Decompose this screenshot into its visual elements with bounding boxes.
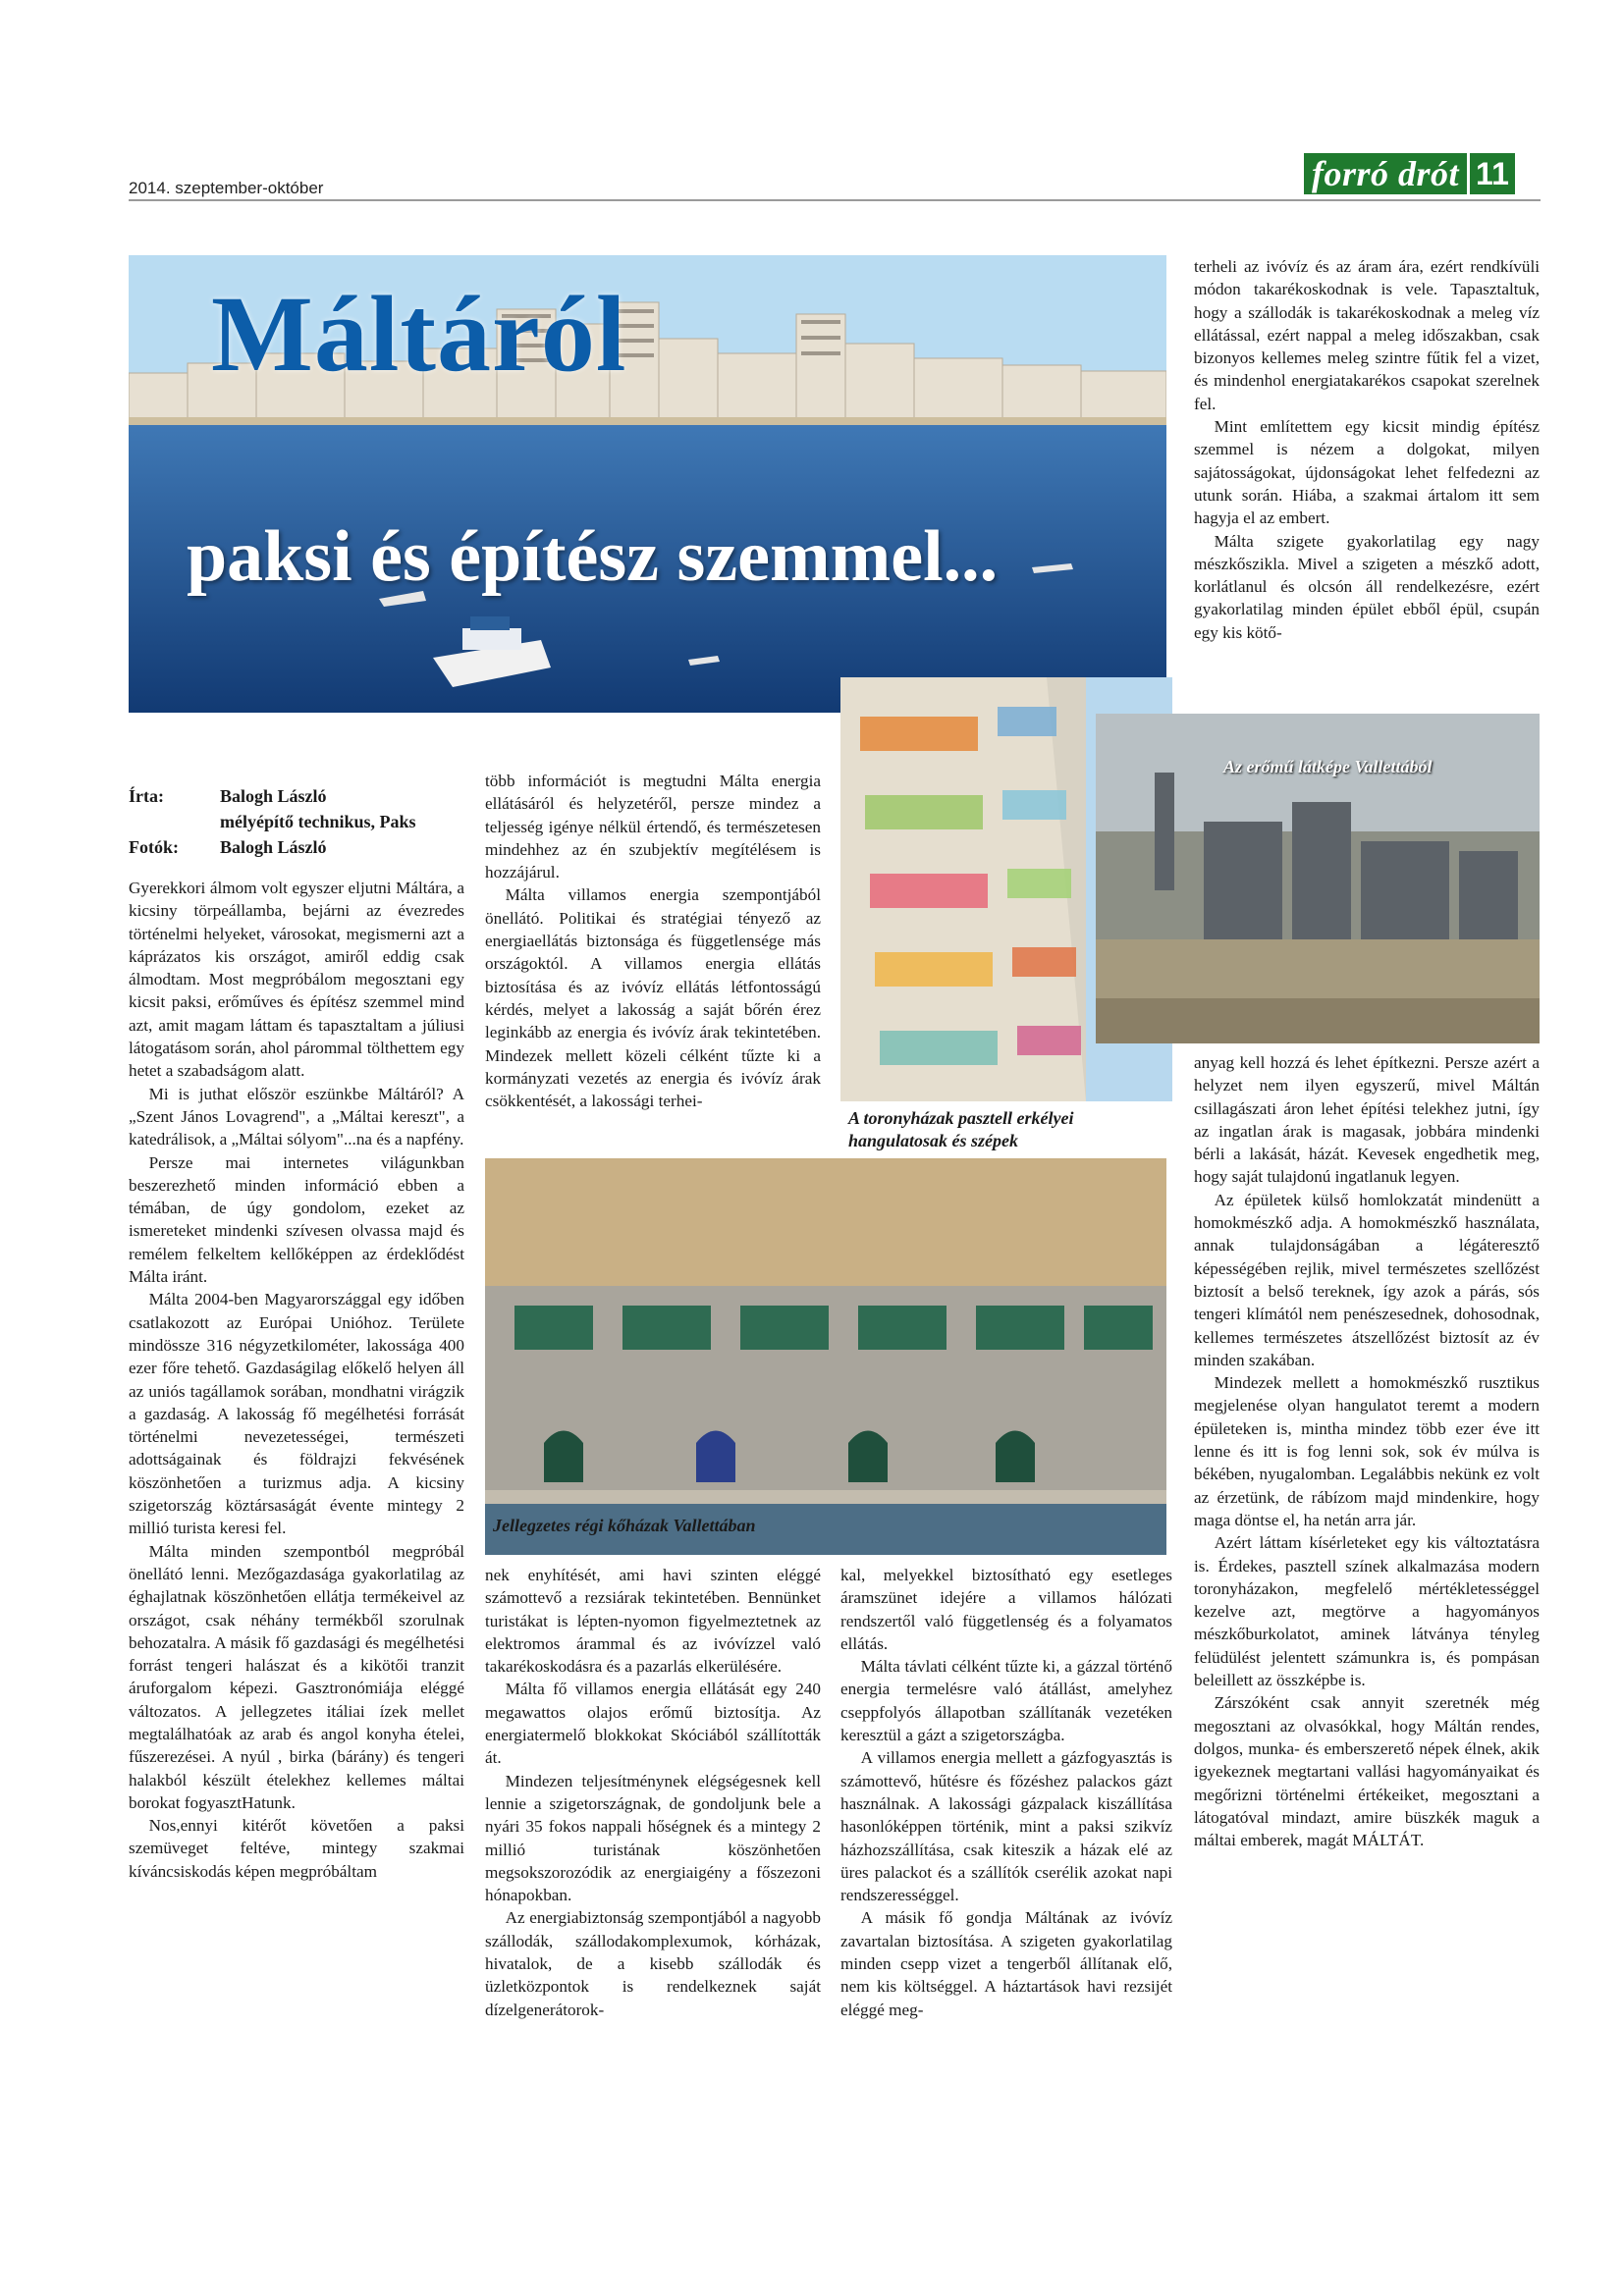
paragraph: Málta távlati célként tűzte ki, a gázzal történő energia termelésre való átállást, amelyhez cseppfolyós állapotban szállítanák vezetéken keresztül a gázt a szigetországba. [840, 1657, 1172, 1745]
paragraph: Mindezen teljesítménynek elégségesnek kell lennie a szigetországnak, de gondoljunk bele a nyári 35 fokos nappali hőségnek és a mintegy 2 millió turistának köszönhetően megsokszorozódik az energiaigény a főszezoni hónapokban. [485, 1771, 821, 1905]
paragraph: anyag kell hozzá és lehet építkezni. Persze azért a helyzet nem ilyen egyszerű, mivel Máltán csillagászati áron lehet építési telekhez jutni, így az ingatlan árak is magasak, jobbára mindenki bérli a lakását, házát. Kevesek engedhetik meg, hogy saját tulajdonú ingatlanuk legyen. [1194, 1053, 1540, 1187]
column-1 [129, 877, 464, 1883]
paragraph: Málta fő villamos energia ellátását egy 240 megawattos olajos erőmű biztosítja. Az energiatermelő blokkokat Skóciából szállították át. [485, 1680, 821, 1768]
paragraph: nek enyhítését, ami havi szinten eléggé számottevő a rezsiárak tekintetében. Bennünket turistákat is lépten-nyomon figyelmeztetnek az elektromos árammal és az ivóvízzel való takarékoskodásra és a pazarlás elkerülésére. [485, 1566, 821, 1677]
paragraph: kal, melyekkel biztosítható egy esetleges áramszünet idejére a villamos hálózati rendszertől való függetlenség és a folyamatos ellátás. [840, 1566, 1172, 1653]
paragraph: Persze mai internetes világunkban beszerezhető minden információ ebben a témában, de úgy gondolom, ezeket az ismereteket mindenki szívesen olvassa majd és remélem felkeltem kellőképpen az érdeklődést Málta iránt. [129, 1152, 464, 1287]
column-2-bottom [485, 1564, 821, 2021]
paragraph: Málta szigete gyakorlatilag egy nagy mészkőszikla. Mivel a szigeten a mészkő adott, korlátlanul és olcsón áll rendelkezésre, ezért gyakorlatilag minden épület ebből épül, csupán egy kis kötő- [1194, 531, 1540, 642]
byline [129, 783, 462, 860]
article-title: Máltáról [211, 274, 627, 394]
paragraph: terheli az ivóvíz és az áram ára, ezért rendkívüli módon takarékoskodnak is vele. Tapasztaltuk, hogy a szállodák is takarékoskodnak a meleg víz ellátással, ezért nappal a meleg időszakban, csak bizonyos kellemes meleg szintre fűtik fel a vizet, és mindenhol energiatakarékos csapokat szerelnek fel. [1194, 257, 1540, 413]
paragraph: több információt is megtudni Málta energia ellátásáról és helyzetéről, persze mindez a teljesség igénye nélkül értendő, és természetesen mindehhez az én szubjektív megítélésem is hozzájárul. [485, 772, 821, 882]
stone-houses-image [485, 1158, 1166, 1555]
brand-name: forró drót [1304, 153, 1467, 194]
stone-houses-photo [485, 1158, 1166, 1555]
paragraph: Mi is juthat először eszünkbe Máltáról? A „Szent János Lovagrend", a „Máltai kereszt", a katedrálisok, a „Máltai sólyom"...na és a napfény. [129, 1084, 464, 1149]
paragraph: Azért láttam kísérleteket egy kis változtatásra is. Érdekes, pasztell színek alkalmazása modern toronyházakon, megfelelő mértékletességgel kezelve azt, megtörve a hagyományos mészkőburkolatot, aminek látványa tényleg felüdülést jelentett számunkra is, és pompásan beleillett az összképbe is. [1194, 1533, 1540, 1690]
author-role: mélyépítő technikus, Paks [220, 812, 416, 831]
paragraph: Málta minden szempontból megpróbál önellátó lenni. Mezőgazdasága gyakorlatilag az éghajlatnak köszönhetően ellátja termékeivel az országot, csak néhány termékből szorulnak behozatalra. A másik fő gazdasági és megélhetési forrást tengeri halászat és a kikötői tranzit áruforgalom képezi. Gasztronómiája eléggé változatos. A jellegzetes itáliai ízek mellet megtalálhatóak az arab és angol konyha ételei, fűszerezései. A nyúl , birka (bárány) és tengeri halakból készült ételekhez kellemes máltai borokat fogyasztHatunk. [129, 1541, 464, 1812]
paragraph: Mint említettem egy kicsit mindig építész szemmel is nézem a dolgokat, milyen sajátosságokat, újdonságokat lehet felfedezni az utunk során. Hiába, a szakmai ártalom itt sem hagyja el az embert. [1194, 417, 1540, 528]
magazine-brand [1304, 153, 1515, 194]
column-4-top [1194, 255, 1540, 644]
paragraph: Gyerekkori álmom volt egyszer eljutni Máltára, a kicsiny törpeállamba, bejárni az évezredes történelmi helyeket, városokat, megismerni azt a káprázatos kis országot, amiről eddig csak álmodtam. Most megpróbálom megosztani egy kicsit paksi, erőműves és építész szemmel mind azt, amit magam láttam és tapasztaltam a júliusi látogatásom során, ahol párommal tölthettem egy hetet a szabadságom alatt. [129, 879, 464, 1081]
page-number: 11 [1470, 153, 1515, 194]
paragraph: Mindezek mellett a homokmészkő rusztikus megjelenése olyan hangulatot teremt a modern épületeken is, mintha mindez több ezer éve itt lenne és itt is fog lenni sok, sok év múlva is békében, nyugalomban. Legalábbis nekünk ez volt az érzetünk, de rábízom majd mindenkire, hogy maga döntse el, ha netán arra jár. [1194, 1373, 1540, 1529]
towers-caption: A toronyházak pasztell erkélyei hangulatosak és szépek [848, 1108, 1074, 1150]
author-label: Írta: [129, 786, 164, 806]
paragraph: A másik fő gondja Máltának az ivóvíz zavartalan biztosítása. A szigeten gyakorlatilag minden csepp vizet a tengerből állítanak elő, nem kis költséggel. A háztartások havi rezsijét eléggé meg- [840, 1908, 1172, 2019]
paragraph: Málta villamos energia szempontjából önellátó. Politikai és stratégiai tényező az energiaellátás biztonsága és függetlensége más országoktól. A villamos energia ellátás biztosítása és az ivóvíz ellátás létfontosságú kérdés, melyet a lakosság a saját bőrén érez leginkább az energia és ivóvíz árak tekintetében. Mindezek mellett közeli célként tűzte ki a kormányzati vezetés az energia és ivóvíz árak csökkentését, a lakossági terhei- [485, 885, 821, 1111]
photographer-name: Balogh László [220, 837, 327, 857]
photo-label: Fotók: [129, 837, 179, 857]
power-plant-caption: Az erőmű látképe Vallettából [1223, 757, 1433, 776]
paragraph: Zárszóként csak annyit szeretnék még megosztani az olvasókkal, hogy Máltán rendes, dolgos, munka- és emberszerető népek élnek, akik igyekeznek megtartani vallási hagyományaikat és megőrizni történelmi értékeiket, megosztani a látogatóval mindazt, amire büszkék maguk a máltai emberek, magát MÁLTÁT. [1194, 1693, 1540, 1850]
paragraph: Az energiabiztonság szempontjából a nagyobb szállodák, szállodakomplexumok, kórházak, hivatalok, de a kisebb szállodák és üzletközpontok is rendelkeznek saját dízelgenerátorok- [485, 1908, 821, 2019]
author-name: Balogh László [220, 786, 327, 806]
column-3-bottom [840, 1564, 1172, 2021]
stone-houses-caption: Jellegzetes régi kőházak Vallettában [493, 1516, 756, 1535]
column-2-top [485, 770, 821, 1112]
paragraph: Málta 2004-ben Magyarországgal egy időben csatlakozott az Európai Unióhoz. Területe mindössze 316 négyzetkilométer, lakossága 400 ezer főre tehető. Gazdaságilag előkelő helyen áll az uniós tagállamok sorában, mondhatni virágzik a gazdaság. A lakosság fő megélhetési forrását történelmi nevezetességei, természeti adottságainak és földrajzi fekvésének köszönhetően a turizmus adja. A kicsiny szigetország köztársaságát évente mintegy 2 millió turista keresi fel. [129, 1290, 464, 1538]
article-subtitle: paksi és építész szemmel... [187, 516, 999, 597]
paragraph: Az épületek külső homlokzatát mindenütt a homokmészkő adja. A homokmészkő használata, annak tulajdonságában a légáteresztő képességében rejlik, mivel természetes szellőzést biztosít a belső tereknek, így azok a párás, sós tengeri klímától nem penészesednek, dohosodnak, kellemes természetes átszellőzést biztosít az év minden szakában. [1194, 1190, 1540, 1369]
column-4-bottom [1194, 1051, 1540, 1851]
issue-date: 2014. szeptember-október [129, 179, 324, 197]
header-rule [129, 199, 1541, 201]
paragraph: A villamos energia mellett a gázfogyasztás is számottevő, hűtésre és főzéshez palackos gázt használnak. A lakossági gázpalack kiszállítása hasonlóképpen történik, mint a paksi szikvíz házhozszállítása, csak kiteszik a házak elé az üres palackot és a szállítók cserélik azokat napi rendszerességgel. [840, 1748, 1172, 1905]
paragraph: Nos,ennyi kitérőt követően a paksi szemüveget feltéve, mintegy szakmai kíváncsiskodás képen megpróbáltam [129, 1816, 464, 1881]
